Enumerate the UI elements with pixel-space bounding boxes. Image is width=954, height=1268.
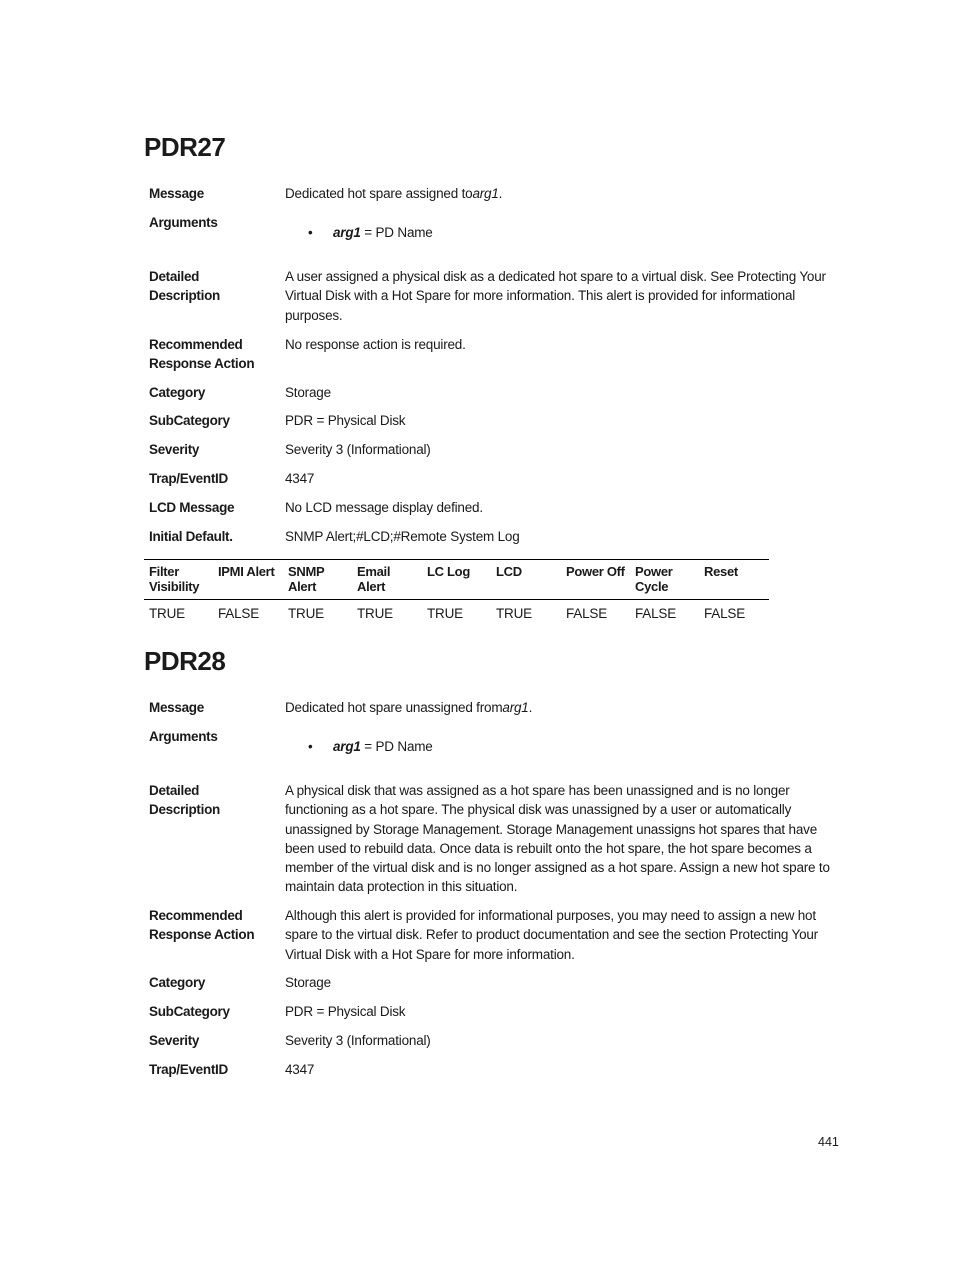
table-cell-lcd: TRUE bbox=[496, 606, 532, 621]
table-header-rule bbox=[144, 599, 769, 600]
label-lcd-message: LCD Message bbox=[149, 500, 235, 515]
label-detailed-description: Detailed Description bbox=[149, 783, 220, 818]
table-cell-snmp-alert: TRUE bbox=[288, 606, 324, 621]
value-message: Dedicated hot spare assigned toarg1. bbox=[285, 186, 503, 201]
table-cell-filter-visibility: TRUE bbox=[149, 606, 185, 621]
table-header-power-cycle: Power Cycle bbox=[635, 564, 673, 594]
label-arguments: Arguments bbox=[149, 729, 218, 744]
table-cell-reset: FALSE bbox=[704, 606, 746, 621]
table-top-rule bbox=[144, 559, 769, 560]
bullet: • bbox=[308, 739, 313, 754]
table-cell-lc-log: TRUE bbox=[427, 606, 463, 621]
value-trap-eventid: 4347 bbox=[285, 471, 315, 486]
value-category: Storage bbox=[285, 385, 331, 400]
table-header-lcd: LCD bbox=[496, 564, 522, 579]
argument-item: arg1 = PD Name bbox=[333, 225, 433, 240]
value-recommended-action: No response action is required. bbox=[285, 337, 466, 352]
label-detailed-description: Detailed Description bbox=[149, 269, 220, 304]
value-recommended-action: Although this alert is provided for informational purposes, you may need to assign a new hot spare to the virtual disk. Refer to product documentation and see the section Protecting Your Virtual Disk with a Hot Spare for more information. bbox=[285, 908, 818, 962]
table-cell-power-off: FALSE bbox=[566, 606, 608, 621]
table-cell-email-alert: TRUE bbox=[357, 606, 393, 621]
table-header-ipmi-alert: IPMI Alert bbox=[218, 564, 275, 579]
value-detailed-description: A user assigned a physical disk as a dedicated hot spare to a virtual disk. See Protecting Your Virtual Disk with a Hot Spare for more information. This alert is provided for informational purposes. bbox=[285, 269, 826, 323]
value-severity: Severity 3 (Informational) bbox=[285, 1033, 431, 1048]
value-message: Dedicated hot spare unassigned fromarg1. bbox=[285, 700, 533, 715]
label-category: Category bbox=[149, 975, 206, 990]
argument-item: arg1 = PD Name bbox=[333, 739, 433, 754]
label-severity: Severity bbox=[149, 1033, 200, 1048]
label-message: Message bbox=[149, 186, 204, 201]
label-trap-eventid: Trap/EventID bbox=[149, 471, 228, 486]
value-category: Storage bbox=[285, 975, 331, 990]
value-severity: Severity 3 (Informational) bbox=[285, 442, 431, 457]
table-header-lc-log: LC Log bbox=[427, 564, 470, 579]
label-trap-eventid: Trap/EventID bbox=[149, 1062, 228, 1077]
label-message: Message bbox=[149, 700, 204, 715]
table-cell-power-cycle: FALSE bbox=[635, 606, 677, 621]
value-lcd-message: No LCD message display defined. bbox=[285, 500, 483, 515]
page-number: 441 bbox=[818, 1135, 839, 1149]
value-subcategory: PDR = Physical Disk bbox=[285, 1004, 406, 1019]
table-header-email-alert: Email Alert bbox=[357, 564, 391, 594]
label-arguments: Arguments bbox=[149, 215, 218, 230]
label-category: Category bbox=[149, 385, 206, 400]
section-title-pdr28: PDR28 bbox=[144, 646, 226, 676]
label-recommended-action: Recommended Response Action bbox=[149, 908, 255, 943]
table-header-filter-visibility: Filter Visibility bbox=[149, 564, 200, 594]
value-initial-default: SNMP Alert;#LCD;#Remote System Log bbox=[285, 529, 520, 544]
filter-table bbox=[144, 559, 769, 629]
value-detailed-description: A physical disk that was assigned as a hot spare has been unassigned and is no longer functioning as a hot spare. The physical disk was unassigned by a user or automatically unassigned by Storage Management. Storage Management unassigns hot spares that have been used to rebuild data. Once data is rebuilt onto the hot spare, the hot spare becomes a member of the virtual disk and is no longer assigned as a hot spare. Assign a new hot spare to maintain data protection in this situation. bbox=[285, 783, 830, 895]
label-recommended-action: Recommended Response Action bbox=[149, 337, 255, 372]
value-subcategory: PDR = Physical Disk bbox=[285, 413, 406, 428]
table-header-reset: Reset bbox=[704, 564, 738, 579]
table-header-power-off: Power Off bbox=[566, 564, 625, 579]
label-subcategory: SubCategory bbox=[149, 1004, 230, 1019]
label-subcategory: SubCategory bbox=[149, 413, 230, 428]
bullet: • bbox=[308, 225, 313, 240]
label-severity: Severity bbox=[149, 442, 200, 457]
section-title-pdr27: PDR27 bbox=[144, 132, 226, 162]
label-initial-default: Initial Default. bbox=[149, 529, 233, 544]
table-cell-ipmi-alert: FALSE bbox=[218, 606, 260, 621]
value-trap-eventid: 4347 bbox=[285, 1062, 315, 1077]
table-header-snmp-alert: SNMP Alert bbox=[288, 564, 325, 594]
